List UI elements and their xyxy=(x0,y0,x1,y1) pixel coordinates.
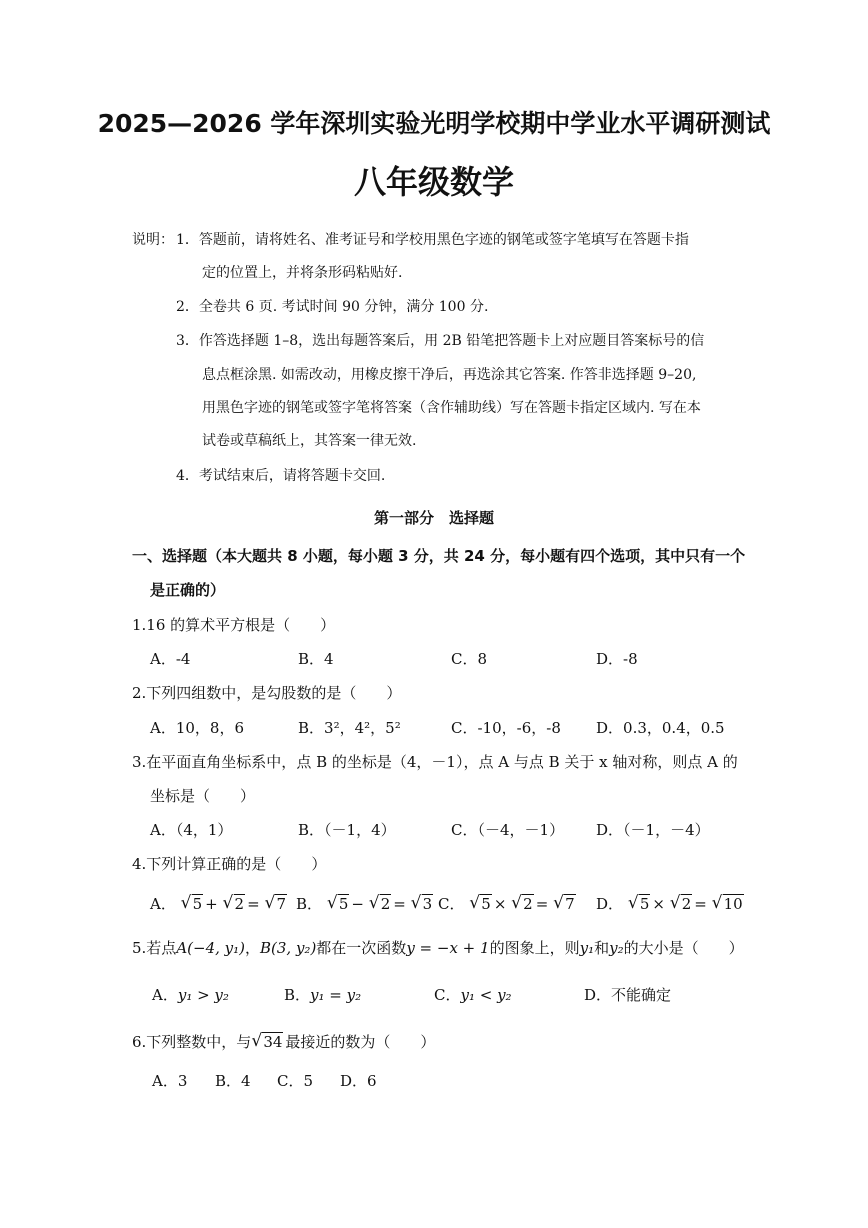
q4-option-d xyxy=(596,893,746,914)
sqrt-2: √ 2 xyxy=(369,895,392,913)
exam-title: 2025—2026 学年深圳实验光明学校期中学业水平调研测试 xyxy=(97,109,771,138)
notes-label: 说明： xyxy=(132,232,174,248)
q4-option-c xyxy=(438,893,578,914)
times-sign: × xyxy=(652,895,665,913)
q6-option-a: A．3 xyxy=(152,1072,188,1090)
q5-function: y = −x + 1 xyxy=(406,939,490,957)
part1-instructions-a: 一、选择题（本大题共 8 小题，每小题 3 分，共 24 分，每小题有四个选项，其中只有一个 xyxy=(132,547,746,565)
plus-sign: + xyxy=(205,895,218,913)
q5-option-b-label: B． xyxy=(284,986,311,1004)
q2-option-b xyxy=(298,717,401,738)
q5-point-b: B(3, y₂) xyxy=(260,939,317,957)
q6-option-c: C．5 xyxy=(277,1072,314,1090)
q6-suffix: 最接近的数为（ ） xyxy=(285,1033,436,1051)
q5-y1: y₁ xyxy=(579,939,595,957)
q3-stem-a: 3.在平面直角坐标系中，点 B 的坐标是（4，－1），点 A 与点 B 关于 x 轴对称，则点 A 的 xyxy=(132,753,738,771)
q4-option-d-label: D． xyxy=(596,895,624,913)
note-2: 2．全卷共 6 页. 考试时间 90 分钟，满分 100 分. xyxy=(176,299,489,315)
equals-sign: = xyxy=(247,895,260,913)
sqrt-5: √ 5 xyxy=(628,895,651,913)
part1-title: 第一部分 选择题 xyxy=(373,509,494,527)
q5-tail-a: 的图象上，则 xyxy=(489,939,580,957)
q5-option-b xyxy=(284,984,361,1005)
q6-stem xyxy=(132,1031,435,1052)
q5-option-c-label: C． xyxy=(434,986,461,1004)
note-3d: 试卷或草稿纸上，其答案一律无效. xyxy=(202,433,417,449)
note-3a: 3．作答选择题 1–8，选出每题答案后，用 2B 铅笔把答题卡上对应题目答案标号的信 xyxy=(176,333,705,349)
q5-point-a: A(−4, y₁) xyxy=(176,939,245,957)
q2-option-a: A．10，8，6 xyxy=(150,719,245,737)
q6-prefix: 6.下列整数中，与 xyxy=(132,1033,252,1051)
q3-option-d: D．（－1，－4） xyxy=(596,821,710,839)
sqrt-2: √ 2 xyxy=(511,895,534,913)
minus-sign: − xyxy=(351,895,364,913)
q5-option-a-label: A． xyxy=(152,986,178,1004)
note-3c: 用黑色字迹的钢笔或签字笔将答案（含作辅助线）写在答题卡指定区域内. 写在本 xyxy=(202,400,701,416)
q3-option-a: A．（4，1） xyxy=(150,821,233,839)
note-1a: 1．答题前，请将姓名、准考证号和学校用黑色字迹的钢笔或签字笔填写在答题卡指 xyxy=(176,232,689,248)
q4-option-b-label: B． xyxy=(296,895,323,913)
sqrt-2: √ 2 xyxy=(670,895,693,913)
equals-sign: = xyxy=(393,895,406,913)
note-3b: 息点框涂黑. 如需改动，用橡皮擦干净后，再选涂其它答案. 作答非选择题 9–20, xyxy=(202,367,697,383)
q5-prefix: 5.若点 xyxy=(132,939,177,957)
q5-option-c-math: y₁ < y₂ xyxy=(460,986,512,1004)
q4-option-a xyxy=(150,893,289,914)
q5-y2: y₂ xyxy=(609,939,624,957)
q6-option-d: D．6 xyxy=(340,1072,377,1090)
times-sign: × xyxy=(493,895,507,913)
q1-option-b: B．4 xyxy=(298,650,334,668)
q2-option-d: D．0.3，0.4，0.5 xyxy=(596,719,725,737)
q2-option-b-math: 3²，4²，5² xyxy=(324,719,401,737)
q5-stem xyxy=(132,937,744,958)
q5-tail-b: 的大小是（ ） xyxy=(623,939,744,957)
q4-option-a-label: A． xyxy=(150,895,176,913)
sqrt-34: √ 34 xyxy=(251,1033,283,1051)
note-4: 4．考试结束后，请将答题卡交回. xyxy=(176,468,386,484)
q5-option-c xyxy=(434,984,512,1005)
q6-option-b: B．4 xyxy=(215,1072,251,1090)
q4-option-b xyxy=(296,893,435,914)
q5-and: 和 xyxy=(594,939,610,957)
equals-sign: = xyxy=(535,895,549,913)
sqrt-3: √ 3 xyxy=(411,895,434,913)
q5-option-b-math: y₁ = y₂ xyxy=(310,986,362,1004)
q5-option-a xyxy=(152,984,229,1005)
sqrt-10: √ 10 xyxy=(712,895,744,913)
sqrt-5: √ 5 xyxy=(181,895,204,913)
q2-option-c: C．-10，-6，-8 xyxy=(451,719,561,737)
q2-option-b-label: B． xyxy=(298,719,325,737)
q2-stem: 2.下列四组数中，是勾股数的是（ ） xyxy=(132,684,402,702)
note-1b: 定的位置上，并将条形码粘贴好. xyxy=(202,265,403,281)
q4-option-c-label: C． xyxy=(438,895,465,913)
q5-option-d: D．不能确定 xyxy=(584,986,672,1004)
q5-separator: ， xyxy=(244,939,260,957)
part1-instructions-b: 是正确的） xyxy=(150,581,226,599)
equals-sign: = xyxy=(694,895,707,913)
sqrt-7: √ 7 xyxy=(264,895,287,913)
q1-option-c: C．8 xyxy=(451,650,488,668)
sqrt-5: √ 5 xyxy=(469,895,492,913)
q3-option-c: C．（－4，－1） xyxy=(451,821,565,839)
q4-stem: 4.下列计算正确的是（ ） xyxy=(132,855,327,873)
q3-option-b: B．（－1，4） xyxy=(298,821,396,839)
q5-mid: 都在一次函数 xyxy=(316,939,407,957)
q3-stem-b: 坐标是（ ） xyxy=(150,787,256,805)
sqrt-5: √ 5 xyxy=(327,895,350,913)
q1-stem: 1.16 的算术平方根是（ ） xyxy=(132,616,336,634)
sqrt-7: √ 7 xyxy=(553,895,576,913)
q1-option-a: A．-4 xyxy=(150,650,191,668)
q5-option-a-math: y₁ > y₂ xyxy=(177,986,229,1004)
q1-option-d: D．-8 xyxy=(596,650,638,668)
exam-subtitle: 八年级数学 xyxy=(353,163,514,201)
sqrt-2: √ 2 xyxy=(223,895,246,913)
